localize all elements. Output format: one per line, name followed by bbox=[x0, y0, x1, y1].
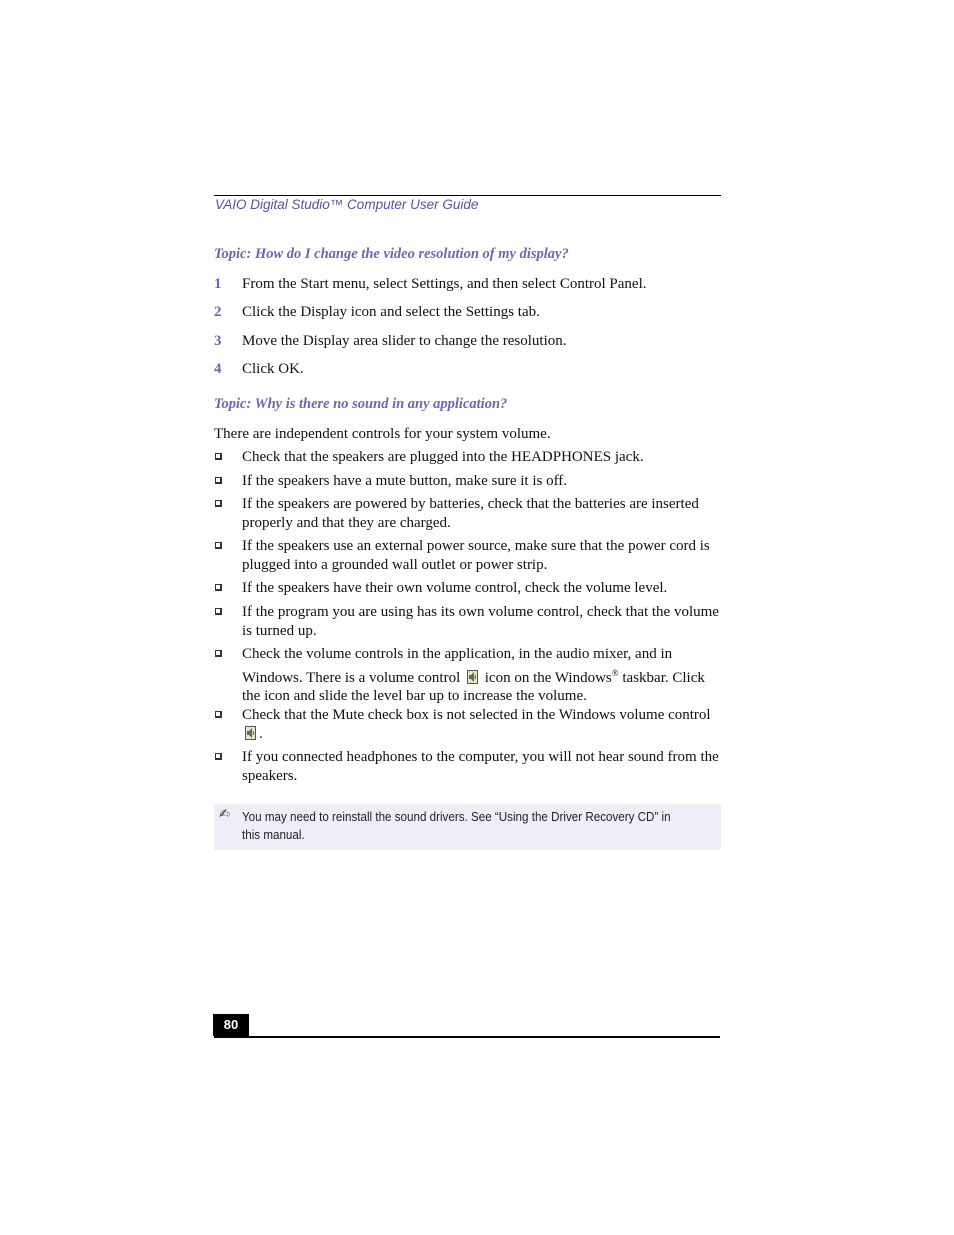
topic-heading-no-sound: Topic: Why is there no sound in any application? bbox=[214, 396, 508, 412]
bullet-text-part: Check that the Mute check box is not selected in the Windows volume control bbox=[242, 707, 711, 723]
bullet-item bbox=[214, 537, 721, 574]
bullet-item-volume-controls bbox=[214, 645, 721, 706]
bullet-text-part: taskbar. Click the icon and slide the level bar up to increase the volume. bbox=[242, 669, 705, 704]
bullet-text-part: . bbox=[259, 725, 263, 742]
step-text: From the Start menu, select Settings, and then select Control Panel. bbox=[242, 276, 647, 292]
bullet-text: If the speakers have a mute button, make sure it is off. bbox=[242, 473, 568, 489]
checkbox-bullet-icon bbox=[215, 542, 222, 549]
bullet-item bbox=[214, 748, 721, 785]
note-text: You may need to reinstall the sound drivers. See “Using the Driver Recovery CD” in this manual. bbox=[242, 810, 671, 842]
step-number: 2 bbox=[214, 304, 222, 320]
bullet-item bbox=[214, 495, 721, 532]
note-box bbox=[214, 804, 721, 850]
header-rule bbox=[214, 195, 721, 196]
bullet-text-part: Check the volume controls in the application, in the audio mixer, and in Windows. There is a volume control bbox=[242, 646, 673, 686]
bullet-text-part: icon on the Windows bbox=[484, 669, 612, 686]
page-number: 80 bbox=[213, 1014, 249, 1036]
bullet-text: If you connected headphones to the computer, you will not hear sound from the speakers. bbox=[242, 749, 719, 784]
registered-mark: ® bbox=[611, 667, 619, 678]
running-header: VAIO Digital Studio™ Computer User Guide bbox=[215, 197, 479, 212]
pencil-note-icon: ✍ bbox=[219, 807, 230, 822]
checkbox-bullet-icon bbox=[215, 711, 222, 718]
bullet-item-mute bbox=[214, 706, 721, 743]
checkbox-bullet-icon bbox=[215, 753, 222, 760]
bullet-text: If the speakers are powered by batteries, check that the batteries are inserted properly and that they are charged. bbox=[242, 496, 699, 531]
bullet-text: Check that the speakers are plugged into the HEADPHONES jack. bbox=[242, 449, 644, 465]
bullet-item bbox=[214, 472, 721, 491]
bullet-item bbox=[214, 579, 721, 598]
footer-rule bbox=[214, 1036, 720, 1038]
bullet-text: If the program you are using has its own volume control, check that the volume is turned up. bbox=[242, 604, 719, 639]
step-text: Click the Display icon and select the Settings tab. bbox=[242, 304, 540, 320]
bullet-text: If the speakers use an external power source, make sure that the power cord is plugged into a grounded wall outlet or power strip. bbox=[242, 538, 710, 573]
bullet-item bbox=[214, 448, 721, 467]
intro-paragraph: There are independent controls for your system volume. bbox=[214, 426, 551, 442]
checkbox-bullet-icon bbox=[215, 650, 222, 657]
checkbox-bullet-icon bbox=[215, 453, 222, 460]
step-text: Click OK. bbox=[242, 361, 304, 377]
volume-speaker-icon bbox=[467, 670, 478, 684]
checkbox-bullet-icon bbox=[215, 584, 222, 591]
bullet-item bbox=[214, 603, 721, 640]
step-number: 4 bbox=[214, 361, 222, 377]
bullet-text bbox=[242, 706, 721, 743]
checkbox-bullet-icon bbox=[215, 477, 222, 484]
step-number: 1 bbox=[214, 276, 222, 292]
topic-heading-video-resolution: Topic: How do I change the video resolution of my display? bbox=[214, 246, 569, 262]
step-number: 3 bbox=[214, 333, 222, 349]
checkbox-bullet-icon bbox=[215, 608, 222, 615]
bullet-text: If the speakers have their own volume control, check the volume level. bbox=[242, 580, 668, 596]
checkbox-bullet-icon bbox=[215, 500, 222, 507]
bullet-text bbox=[242, 645, 721, 706]
volume-speaker-icon bbox=[245, 726, 256, 740]
step-text: Move the Display area slider to change the resolution. bbox=[242, 333, 567, 349]
